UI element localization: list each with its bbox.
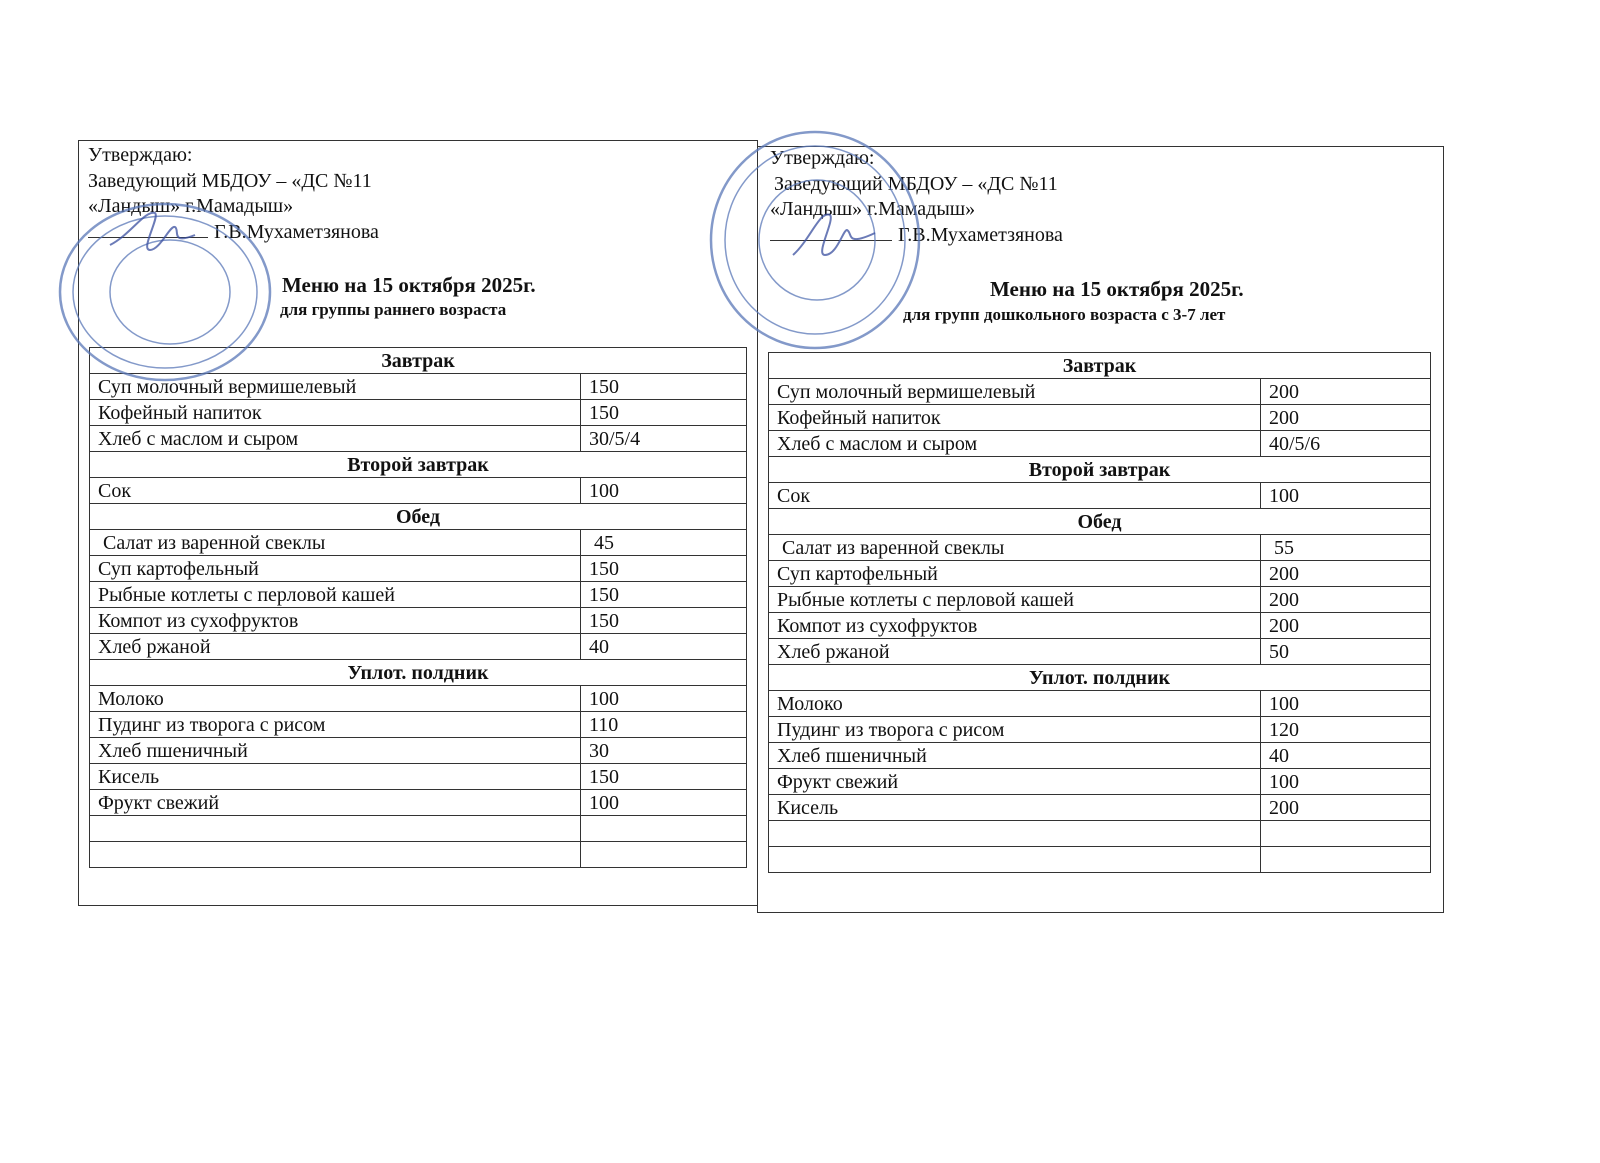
section-heading: Уплот. полдник [90, 660, 747, 686]
table-row [90, 608, 747, 634]
table-row [769, 847, 1431, 873]
dish-name [90, 816, 581, 842]
dish-name: Рыбные котлеты с перловой кашей [769, 587, 1261, 613]
right-approval-block [770, 146, 1063, 248]
table-row [769, 535, 1431, 561]
portion-amount [1261, 847, 1431, 873]
table-row [769, 769, 1431, 795]
table-row [769, 405, 1431, 431]
dish-name [769, 821, 1261, 847]
table-row [769, 639, 1431, 665]
dish-name [90, 842, 581, 868]
table-row [90, 686, 747, 712]
section-heading: Обед [769, 509, 1431, 535]
section-heading: Завтрак [769, 353, 1431, 379]
portion-amount: 100 [1261, 691, 1431, 717]
dish-name: Кофейный напиток [769, 405, 1261, 431]
portion-amount: 200 [1261, 379, 1431, 405]
portion-amount: 100 [1261, 769, 1431, 795]
approve-name: Г.В.Мухаметзянова [214, 220, 379, 243]
dish-name: Компот из сухофруктов [769, 613, 1261, 639]
approve-org: «Ландыш» г.Мамадыш» [770, 198, 976, 220]
portion-amount: 200 [1261, 613, 1431, 639]
approve-org: «Ландыш» г.Мамадыш» [88, 195, 294, 217]
portion-amount: 100 [1261, 483, 1431, 509]
portion-amount: 200 [1261, 405, 1431, 431]
approve-label: Утверждаю: [770, 147, 875, 169]
portion-amount: 30/5/4 [581, 426, 747, 452]
section-row [90, 660, 747, 686]
table-row [90, 582, 747, 608]
left-menu-table [89, 347, 747, 868]
dish-name: Сок [769, 483, 1261, 509]
section-heading: Второй завтрак [769, 457, 1431, 483]
portion-amount [581, 816, 747, 842]
table-row [769, 431, 1431, 457]
portion-amount: 200 [1261, 795, 1431, 821]
portion-amount: 50 [1261, 639, 1431, 665]
approve-position: Заведующий МБДОУ – «ДС №11 [88, 169, 372, 192]
portion-amount [581, 842, 747, 868]
table-row [90, 816, 747, 842]
table-row [90, 764, 747, 790]
dish-name [769, 847, 1261, 873]
dish-name: Сок [90, 478, 581, 504]
dish-name: Пудинг из творога с рисом [769, 717, 1261, 743]
dish-name: Компот из сухофруктов [90, 608, 581, 634]
section-row [769, 665, 1431, 691]
portion-amount [1261, 821, 1431, 847]
portion-amount: 100 [581, 478, 747, 504]
section-heading: Второй завтрак [90, 452, 747, 478]
dish-name: Фрукт свежий [90, 790, 581, 816]
section-row [90, 348, 747, 374]
section-heading: Уплот. полдник [769, 665, 1431, 691]
table-row [769, 483, 1431, 509]
approve-position: Заведующий МБДОУ – «ДС №11 [774, 172, 1058, 195]
left-menu-title: Меню на 15 октября 2025г. [282, 273, 536, 297]
right-menu-subtitle: для групп дошкольного возраста с 3-7 лет [903, 305, 1226, 324]
portion-amount: 150 [581, 400, 747, 426]
portion-amount: 40 [1261, 743, 1431, 769]
table-row [90, 478, 747, 504]
table-row [90, 426, 747, 452]
table-row [90, 790, 747, 816]
section-row [90, 452, 747, 478]
table-row [769, 717, 1431, 743]
dish-name: Хлеб с маслом и сыром [90, 426, 581, 452]
portion-amount: 45 [581, 530, 747, 556]
section-row [90, 504, 747, 530]
portion-amount: 40 [581, 634, 747, 660]
table-row [90, 738, 747, 764]
signature-line [770, 240, 892, 241]
portion-amount: 120 [1261, 717, 1431, 743]
section-row [769, 509, 1431, 535]
signature-line [88, 237, 208, 238]
dish-name: Рыбные котлеты с перловой кашей [90, 582, 581, 608]
dish-name: Хлеб ржаной [90, 634, 581, 660]
portion-amount: 150 [581, 374, 747, 400]
table-row [769, 613, 1431, 639]
dish-name: Суп молочный вермишелевый [769, 379, 1261, 405]
section-heading: Завтрак [90, 348, 747, 374]
table-row [769, 821, 1431, 847]
approve-label: Утверждаю: [88, 144, 193, 166]
portion-amount: 200 [1261, 587, 1431, 613]
portion-amount: 110 [581, 712, 747, 738]
table-row [90, 634, 747, 660]
left-approval-block [88, 143, 379, 245]
portion-amount: 40/5/6 [1261, 431, 1431, 457]
table-row [90, 842, 747, 868]
left-menu-subtitle: для группы раннего возраста [280, 300, 507, 319]
table-row [769, 743, 1431, 769]
dish-name: Суп картофельный [90, 556, 581, 582]
table-row [90, 712, 747, 738]
portion-amount: 150 [581, 764, 747, 790]
right-menu-table [768, 352, 1431, 873]
section-row [769, 353, 1431, 379]
table-row [769, 561, 1431, 587]
table-row [769, 587, 1431, 613]
dish-name: Молоко [90, 686, 581, 712]
dish-name: Суп молочный вермишелевый [90, 374, 581, 400]
dish-name: Хлеб ржаной [769, 639, 1261, 665]
portion-amount: 100 [581, 686, 747, 712]
table-row [769, 379, 1431, 405]
dish-name: Суп картофельный [769, 561, 1261, 587]
table-row [90, 556, 747, 582]
portion-amount: 150 [581, 582, 747, 608]
dish-name: Хлеб пшеничный [769, 743, 1261, 769]
dish-name: Молоко [769, 691, 1261, 717]
approve-name: Г.В.Мухаметзянова [898, 223, 1063, 246]
dish-name: Хлеб с маслом и сыром [769, 431, 1261, 457]
table-row [90, 530, 747, 556]
portion-amount: 150 [581, 608, 747, 634]
dish-name: Фрукт свежий [769, 769, 1261, 795]
table-row [90, 374, 747, 400]
dish-name: Кофейный напиток [90, 400, 581, 426]
portion-amount: 150 [581, 556, 747, 582]
portion-amount: 200 [1261, 561, 1431, 587]
table-row [769, 795, 1431, 821]
portion-amount: 30 [581, 738, 747, 764]
table-row [90, 400, 747, 426]
section-heading: Обед [90, 504, 747, 530]
dish-name: Хлеб пшеничный [90, 738, 581, 764]
dish-name: Кисель [769, 795, 1261, 821]
table-row [769, 691, 1431, 717]
portion-amount: 100 [581, 790, 747, 816]
right-menu-title: Меню на 15 октября 2025г. [990, 277, 1244, 301]
dish-name: Пудинг из творога с рисом [90, 712, 581, 738]
dish-name: Кисель [90, 764, 581, 790]
section-row [769, 457, 1431, 483]
dish-name: Салат из варенной свеклы [769, 535, 1261, 561]
dish-name: Салат из варенной свеклы [90, 530, 581, 556]
portion-amount: 55 [1261, 535, 1431, 561]
